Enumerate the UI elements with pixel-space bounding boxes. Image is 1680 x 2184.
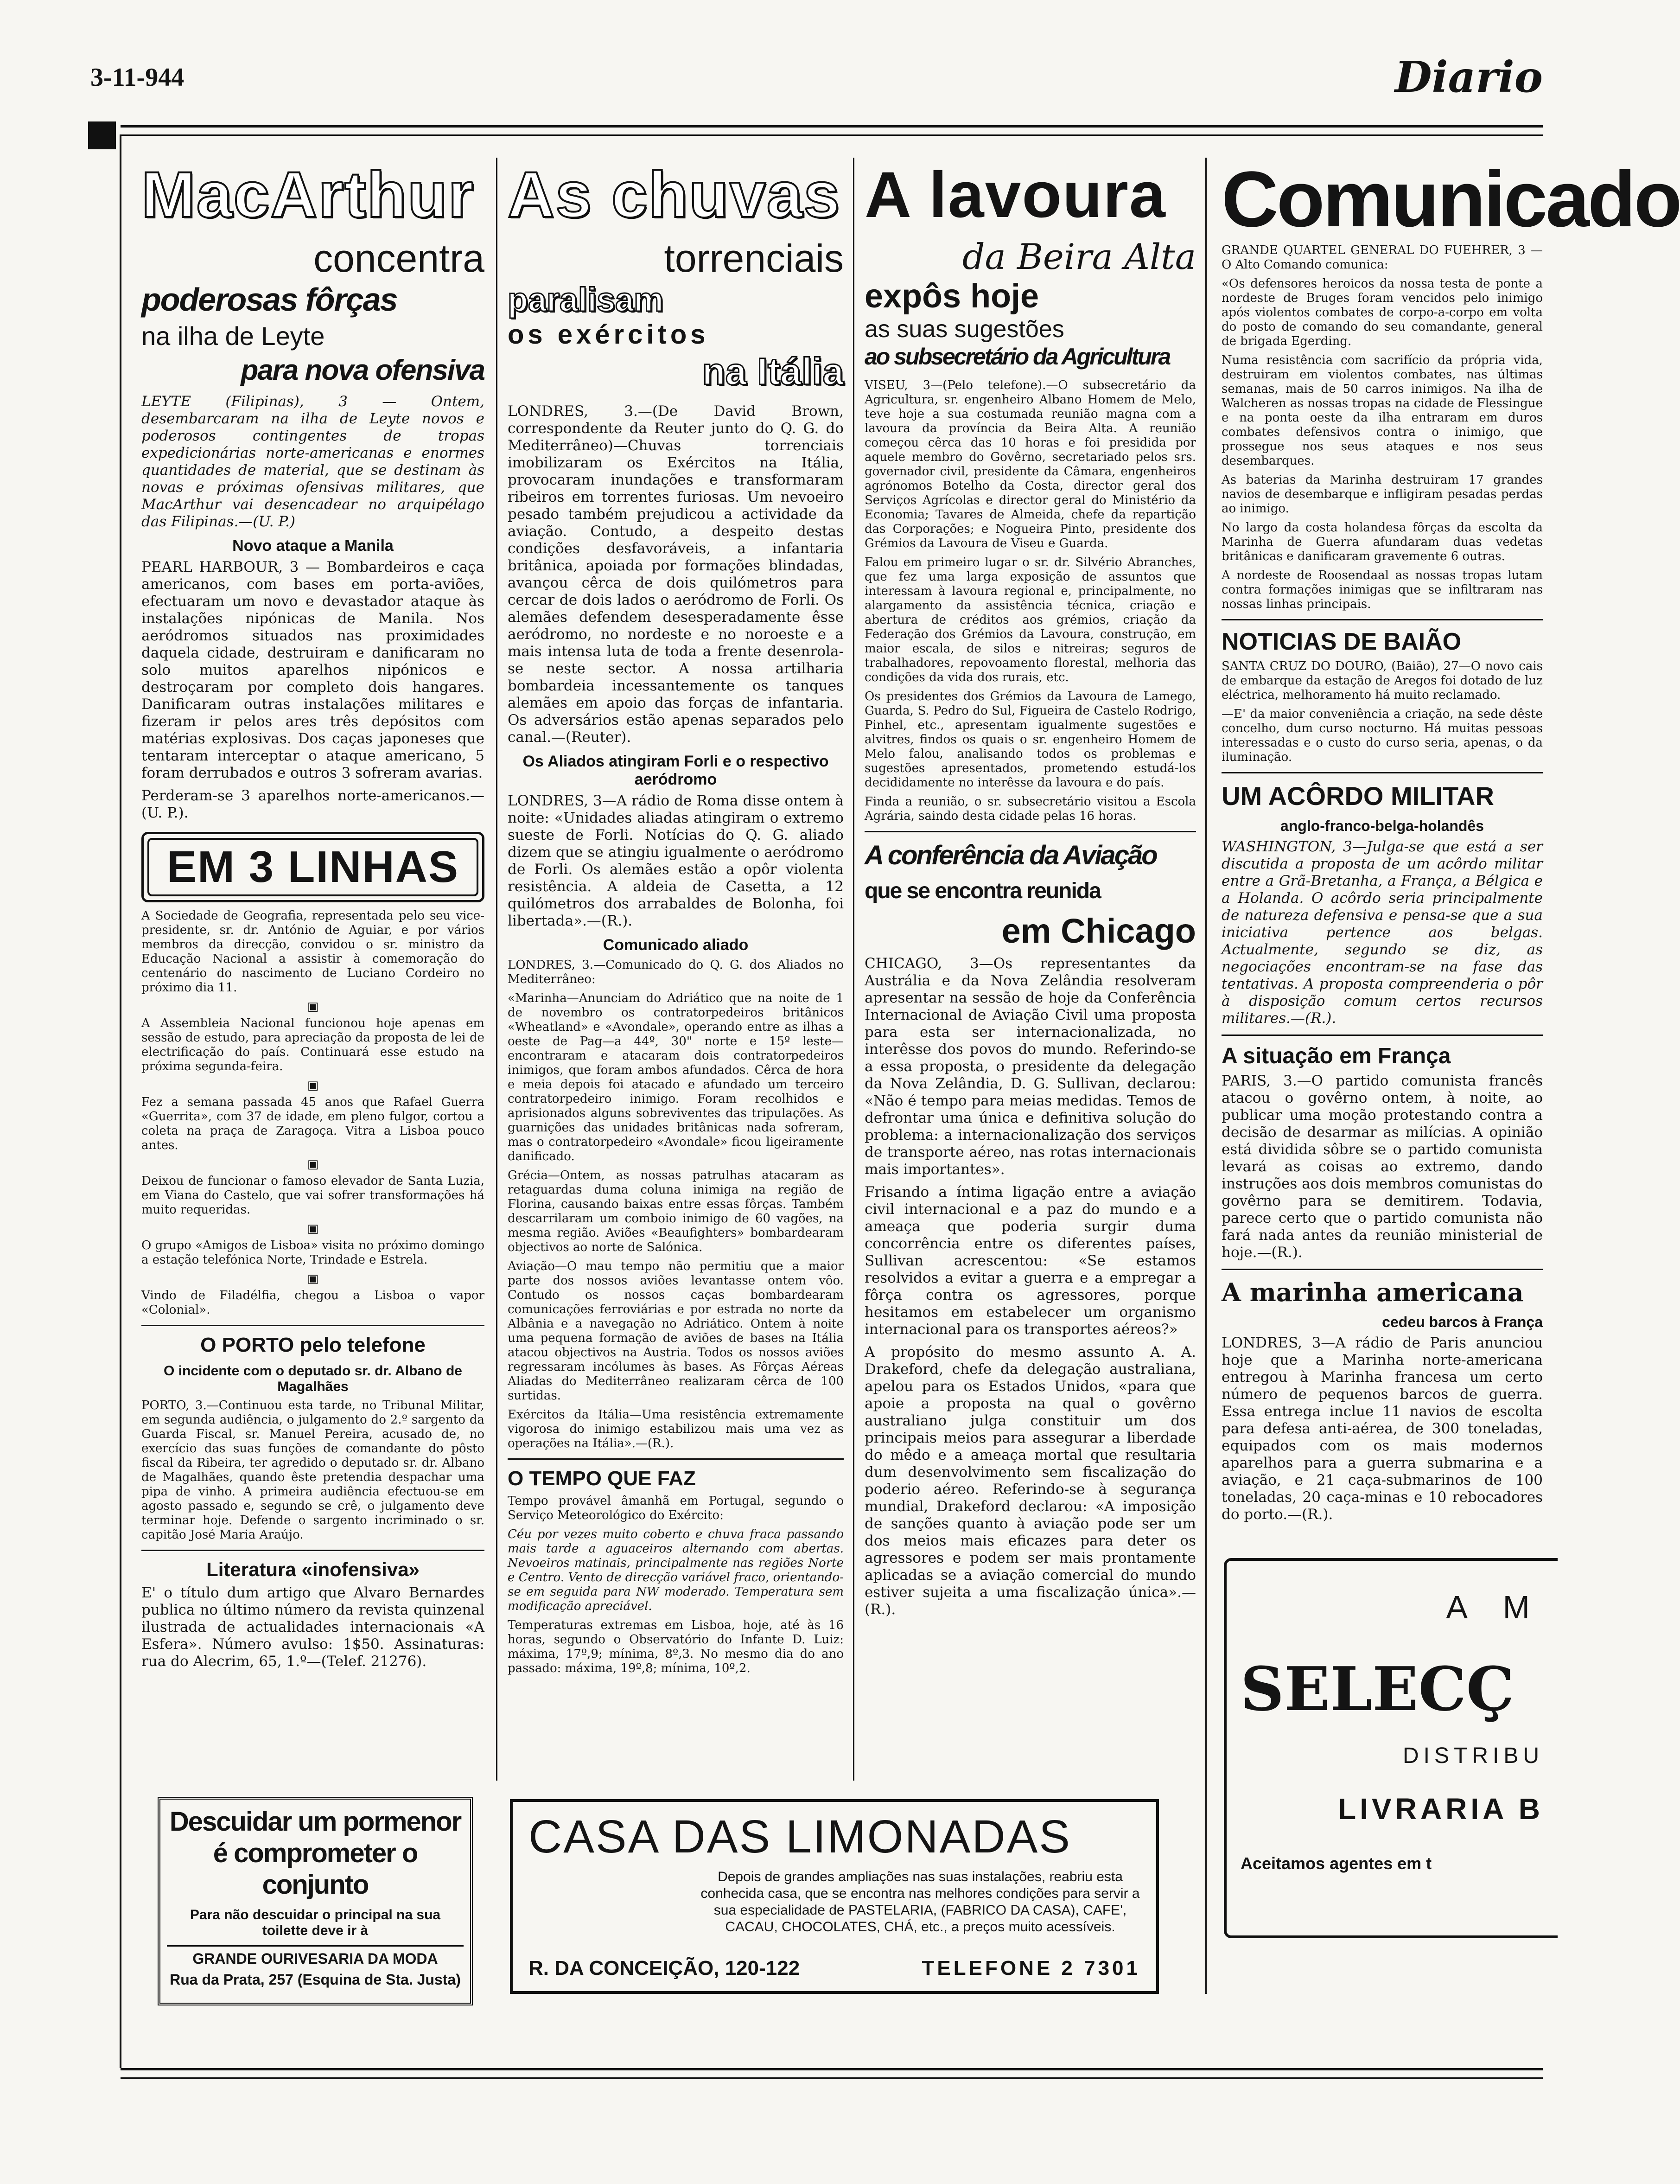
divider (141, 1325, 484, 1326)
section-title: A marinha americana (1222, 1277, 1524, 1307)
section-title: Literatura «inofensiva» (206, 1558, 420, 1580)
ad-text: LIVRARIA B (1338, 1792, 1544, 1826)
article-comunicado (1222, 155, 1680, 1529)
paragraph: Exércitos da Itália—Uma resistência extremamente vigorosa do inimigo estabilizou mais uma vez as operações na Itália».—(R.). (508, 1408, 844, 1450)
separator-icon: ▣ (307, 1000, 319, 1014)
subhead: poderosas fôrças (141, 281, 397, 318)
separator-icon: ▣ (307, 1222, 319, 1236)
separator-icon: ▣ (307, 1157, 319, 1171)
paragraph: Frisando a íntima ligação entre a aviação civil internacional e a paz do mundo e a ameaça que poderia surgir duma concorrência entre os diferentes países, Sullivan acrescentou: «Se estamos resolvidos a evitar a guerra e a empregar a fôrça contra os agressores, porque hesitamos em estabelecer um organismo internacional para os transportes aéreos?» (865, 1184, 1196, 1338)
paragraph: Os presidentes dos Grémios da Lavoura de Lamego, Guarda, S. Pedro do Sul, Figueira de Castelo Rodrigo, Pinhel, etc., apresentam igualmente sugestões e alvitres, findos os quais o sr. engenheiro Homem de Melo falou, analisando todos os problemas e sugestões apresentados, prometendo estudá-los decididamente no interêsse da lavoura e do país. (865, 690, 1196, 790)
ad-phone: TELEFONE 2 7301 (922, 1957, 1140, 1980)
subhead: expôs hoje (865, 278, 1039, 315)
ad-casa-das-limonadas (510, 1799, 1159, 1994)
paragraph: Numa resistência com sacrifício da própria vida, destruiram em violentos combates, nas últimas semanas, mais de 50 carros inimigos. Na ilha de Walcheren as nossas tropas na cidade de Flessingue e na ponta oeste da ilha entraram em duros combates defensivos contra o inimigo, que prossegue nos seus ataques e nos seus desembarques. (1222, 353, 1543, 468)
paragraph: Aviação—O mau tempo não permitiu que a maior parte dos nossos aviões levantasse ontem vôo. Contudo os nossos caças bombardearam comunicações ferroviárias e por estrada no norte da Albânia e a navegação no Adriático. Ontem à noite uma pequena formação de aviões de bases na Itália atacou objectivos na Austria. Todos os nossos aviões regressaram incólumes às bases. As Fôrças Aéreas Aliadas do Mediterrâneo realizaram cêrca de 100 surtidas. (508, 1259, 844, 1403)
section-subtitle: O incidente com o deputado sr. dr. Albano de Magalhães (164, 1363, 462, 1394)
ad-headline: CASA DAS LIMONADAS (528, 1811, 1071, 1863)
paragraph: —E' da maior conveniência a criação, na sede dêste concelho, dum curso nocturno. Há muitas pessoas interessadas e o custo do curso seria, apenas, o da iluminação. (1222, 707, 1543, 764)
paragraph: No largo da costa holandesa fôrças da escolta da Marinha de Guerra afundaram duas vedetas britânicas e danificaram gravemente 6 outras. (1222, 521, 1543, 563)
paragraph: As baterias da Marinha destruiram 17 grandes navios de desembarque e infligiram pesadas perdas ao inimigo. (1222, 473, 1543, 516)
divider (1222, 619, 1543, 620)
headline-lavoura: A lavoura (865, 158, 1166, 231)
ad-address: R. DA CONCEIÇÃO, 120-122 (528, 1957, 800, 1980)
paragraph: Céu por vezes muito coberto e chuva fraca passando mais tarde a aguaceiros alternando com abertas. Nevoeiros matinais, principalmente nas regiões Norte e Centro. Vento de direcção variável fraco, orientando-se em seguida para NW moderado. Temperatura sem modificação apreciável. (508, 1527, 844, 1613)
paragraph: PEARL HARBOUR, 3 — Bombardeiros e caça americanos, com bases em porta-aviões, efectuaram um novo e devastador ataque às instalações nipónicas de Manila. Nos aeródromos situados nas proximidades daquela cidade, destruiram e danificaram no solo muitos aparelhos nipónicos e destroçaram por completo dois hangares. Danificaram outras instalações militares e fizeram ir pelos ares três depósitos com matérias explosivas. Dos caças japoneses que tentaram interceptar o ataque americano, 5 foram derrubados e outros 3 sofreram avarias. (141, 559, 484, 781)
lead-paragraph: GRANDE QUARTEL GENERAL DO FUEHRER, 3 — O Alto Comando comunica: (1222, 243, 1543, 272)
subhead: torrenciais (664, 236, 844, 280)
column-divider (1205, 158, 1207, 1994)
ad-text: Depois de grandes ampliações nas suas instalações, reabriu esta conhecida casa, que se encontra nas melhores condições para servir a sua especialidade de PASTELARIA, (FABRICO DA CASA), CAFE', CACAU, CHOCOLATES, CHÁ, etc., a preços muito acessíveis. (700, 1869, 1140, 1935)
box-title: EM 3 LINHAS (147, 838, 478, 896)
divider (1222, 772, 1543, 773)
ad-headline: é comprometer o conjunto (213, 1838, 418, 1900)
column-divider (853, 158, 854, 1781)
lead-paragraph: VISEU, 3—(Pelo telefone).—O subsecretário da Agricultura, sr. engenheiro Albano Homem de Melo, teve hoje a sua costumada reunião magna com a lavoura da província da Beira Alta. A reunião começou cêrca das 10 horas e foi presidida por aquele membro do Govêrno, secretariado pelos srs. governador civil, presidente da Câmara, engenheiros agrónomos Botelho da Costa, director geral dos Serviços Agrícolas e director geral do Ministério da Economia; Tavares de Almeida, chefe da repartição das Corporações; e Nogueira Pinto, presidente dos Grémios da Lavoura de Viseu e Guarda. (865, 378, 1196, 550)
paragraph: LONDRES, 3.—Comunicado do Q. G. dos Aliados no Mediterrâneo: (508, 958, 844, 986)
corner-ornament (88, 121, 116, 149)
subhead: em Chicago (1001, 912, 1196, 950)
ad-shop-name: GRANDE OURIVESARIA DA MODA (167, 1945, 464, 1967)
subhead: os exércitos (508, 319, 709, 350)
bottom-rule-thin (121, 2077, 1543, 2079)
left-border (120, 134, 121, 2068)
bottom-rule (121, 2068, 1543, 2070)
ad-text: Aceitamos agentes em t (1241, 1854, 1432, 1873)
subhead: ao subsecretário da Agricultura (865, 344, 1170, 370)
ad-text: DISTRIBU (1402, 1743, 1544, 1768)
separator-icon: ▣ (307, 1079, 319, 1092)
paragraph: LONDRES, 3—A rádio de Roma disse ontem à noite: «Unidades aliadas atingiram o extremo sueste de Forli. Notícias do Q. G. aliado dizem que se atingiu igualmente o aeródromo de Forli. Os alemães estão a opôr violenta resistência. A aldeia de Casetta, a 12 quilómetros dos arrabaldes de Bolonha, foi libertada».—(R.). (508, 792, 844, 929)
paragraph: WASHINGTON, 3—Julga-se que está a ser discutida a proposta de um acôrdo militar entre a Grã-Bretanha, a França, a Bélgica e a Holanda. O acôrdo seria principalmente de natureza defensiva e pensa-se que a sua iniciativa pertence aos belgas. Actualmente, segundo se diz, as negociações encontram-se na fase das tentativas. A proposta compreenderia o pôr à disposição comum certos recursos militares.—(R.). (1222, 838, 1543, 1027)
subhead: na ilha de Leyte (141, 321, 325, 351)
subhead: concentra (313, 236, 484, 280)
ad-seleccoes (1224, 1558, 1558, 1938)
separator-icon: ▣ (307, 1272, 319, 1286)
subhead: as suas sugestões (865, 316, 1064, 343)
paragraph: PARIS, 3.—O partido comunista francês atacou o govêrno ontem, à noite, ao publicar uma moção protestando contra a decisão de desarmar as milícias. A opinião está dividida sôbre se o partido comunista levará as coisas ao extremo, dando instruções aos dois membros comunistas do govêrno para se demitirem. Todavia, parece certo que o partido comunista não fará nada antes da reunião ministerial de hoje.—(R.). (1222, 1073, 1543, 1261)
subhead: que se encontra reunida (865, 879, 1101, 903)
section-title: Novo ataque a Manila (232, 537, 394, 555)
paragraph: LONDRES, 3—A rádio de Paris anunciou hoje que a Marinha norte-americana entregou à Marinha francesa um certo número de pequenos barcos de guerra. Essa entrega inclue 11 navios de escolta para defesa anti-aérea, de 300 toneladas, equipados com os mais modernos aparelhos para a guerra submarina e a aviação, e 21 caça-submarinos de 100 toneladas, 20 caça-minas e 10 rebocadores do porto.—(R.). (1222, 1335, 1543, 1523)
section-title: O PORTO pelo telefone (200, 1334, 426, 1356)
brief-note: A Assembleia Nacional funcionou hoje apenas em sessão de estudo, para apreciação da proposta de lei de electrificação do país. Continuará esse estudo na próxima segunda-feira. (141, 1016, 484, 1073)
subhead: da Beira Alta (962, 236, 1196, 277)
headline-comunicado: Comunicado (1222, 155, 1680, 243)
brief-note: O grupo «Amigos de Lisboa» visita no próximo domingo a estação telefónica Norte, Trindade e Estrela. (141, 1239, 484, 1267)
divider (141, 1550, 484, 1551)
brief-note: Deixou de funcionar o famoso elevador de Santa Luzia, em Viana do Castelo, que vai sofrer transformações há muito requeridas. (141, 1174, 484, 1217)
paragraph: Finda a reunião, o sr. subsecretário visitou a Escola Agrária, saindo desta cidade pelas 16 horas. (865, 795, 1196, 823)
section-subtitle: cedeu barcos à França (1382, 1314, 1543, 1330)
paragraph: Falou em primeiro lugar o sr. dr. Silvério Abranches, que fez uma larga exposição de assuntos que interessam à lavoura regional e, principalmente, no alargamento da assistência técnica, criação e abertura de créditos aos grémios, criação da Federação dos Grémios da Lavoura, construção, em maior escala, de silos e nitreiras; seguros de trabalhadores, repovoamento florestal, melhoria das condições da vida dos rurais, etc. (865, 556, 1196, 684)
section-title: NOTICIAS DE BAIÃO (1222, 628, 1462, 655)
paragraph: Tempo provável âmanhã em Portugal, segundo o Serviço Meteorológico do Exército: (508, 1494, 844, 1522)
paragraph: CHICAGO, 3—Os representantes da Austrália e da Nova Zelândia resolveram apresentar na sessão de hoje da Conferência Internacional de Aviação Civil uma proposta para esta ser internacionalizada, no interêsse dos povos do mundo. Referindo-se a essa proposta, o presidente da delegação da Nova Zelândia, D. G. Sullivan, declarou: «Não é tempo para meias medidas. Temos de defrontar uma única e definitiva solução do problema: a internacionalização dos serviços de transporte aéreo, nas rotas internacionais mais importantes». (865, 955, 1196, 1178)
article-chuvas (508, 160, 844, 1680)
brief-note: Vindo de Filadélfia, chegou a Lisboa o vapor «Colonial». (141, 1289, 484, 1317)
top-rule (121, 125, 1543, 128)
column-divider (496, 158, 497, 1781)
paragraph: A propósito do mesmo assunto A. A. Drakeford, chefe da delegação australiana, apelou para os Estados Unidos, «para que apoie a proposta na qual o govêrno australiano julga constituir um dos principais meios para assegurar a liberdade do mêdo e a ameaça mortal que resultaria dum desenvolvimento sem fiscalização do poderio aéreo. Referindo-se à segurança mundial, Drakeford declarou: «A imposição de sanções quanto à aviação pode ser um dos meios mais eficazes para deter os agressores e podem ser mais prontamente aplicadas se a aviação comercial do mundo estiver sujeita a uma fiscalização única».—(R.). (865, 1344, 1196, 1618)
ad-text: A M (1446, 1589, 1544, 1625)
article-lavoura (865, 160, 1196, 1624)
subhead: A conferência da Aviação (865, 840, 1157, 870)
subhead: paralisam (508, 281, 664, 319)
paragraph: Perderam-se 3 aparelhos norte-americanos.—(U. P.). (141, 787, 484, 821)
lead-paragraph: LONDRES, 3.—(De David Brown, correspondente da Reuter junto do Q. G. do Mediterrâneo)—Chuvas torrenciais imobilizaram os Exércitos na Itália, provocaram inundações e transformaram ribeiros em torrentes furiosas. Um nevoeiro pesado também prejudicou a actividade da aviação. Contudo, a despeito destas condições desfavoráveis, a infantaria britânica, apoiada por formações blindadas, avançou cêrca de dois quilómetros para cercar de dois lados o aeródromo de Forli. Os alemães defendem desesperadamente êsse aeródromo, no nordeste e no noroeste e a mais intensa luta de toda a frente desenrola-se neste sector. A nossa artilharia bombardeia incessantemente os tanques alemães em apoio das forças de infantaria. Os adversários estão apenas separados pelo canal.—(Reuter). (508, 403, 844, 746)
em-3-linhas-box (141, 832, 484, 902)
issue-date: 3-11-944 (90, 63, 185, 92)
masthead: Diario (1394, 52, 1543, 102)
paragraph: Grécia—Ontem, as nossas patrulhas atacaram as retaguardas duma coluna inimiga na região de Florina, causando baixas entre essas fôrças. Também descarrilaram um comboio inimigo de 60 vagões, na mesma região. Aviões «Beaufighters» bombardearam objectivos ao norte de Salónica. (508, 1169, 844, 1254)
paragraph: PORTO, 3.—Continuou esta tarde, no Tribunal Militar, em segunda audiência, o julgamento do 2.º sargento da Guarda Fiscal, sr. Manuel Pereira, acusado de, no exercício das suas funções de comandante do pôsto fiscal da Ribeira, ter agredido o deputado sr. dr. Albano de Magalhães, quando êste pretendia despachar uma pipa de vinho. A primeira audiência efectuou-se em agosto passado e, segundo se crê, o julgamento deve terminar hoje. Defende o sargento incriminado o sr. capitão José Maria Araújo. (141, 1399, 484, 1542)
section-subtitle: anglo-franco-belga-holandês (1280, 817, 1484, 834)
paragraph: Temperaturas extremas em Lisboa, hoje, até às 16 horas, segundo o Observatório do Infante D. Luiz: máxima, 17º,9; mínima, 8º,3. No mesmo dia do ano passado: máxima, 19º,8; mínima, 10º,2. (508, 1618, 844, 1675)
ad-ourivesaria (158, 1797, 473, 2005)
section-title: Os Aliados atingiram Forli e o respectivo aeródromo (522, 753, 829, 788)
subhead: para nova ofensiva (241, 354, 484, 386)
section-title: UM ACÔRDO MILITAR (1222, 781, 1494, 811)
article-macarthur (141, 160, 484, 1676)
brief-note: A Sociedade de Geografia, representada pelo seu vice-presidente, sr. dr. António de Aguiar, e por vários membros da direcção, convidou o sr. ministro da Educação Nacional a assistir à comemoração do centenário do nascimento de Luciano Cordeiro no próximo dia 11. (141, 909, 484, 995)
lead-paragraph: LEYTE (Filipinas), 3 — Ontem, desembarcaram na ilha de Leyte novos e poderosos contingentes de tropas expedicionárias norte-americanas e enormes quantidades de material, que se destinam às novas e próximas ofensivas militares, que MacArthur vai desencadear no arquipélago das Filipinas.—(U. P.) (141, 393, 484, 530)
ad-text: Para não descuidar o principal na sua toilette deve ir à (190, 1907, 441, 1938)
headline-macarthur: MacArthur (141, 158, 475, 231)
top-rule-thin (121, 134, 1543, 136)
paragraph: A nordeste de Roosendaal as nossas tropas lutam contra formações inimigas que se infiltraram nas nossas linhas principais. (1222, 568, 1543, 611)
brief-note: Fez a semana passada 45 anos que Rafael Guerra «Guerrita», com 37 de idade, em pleno fulgor, cortou a coleta na praça de Zaragoça. Vitra a Lisboa pouco antes. (141, 1095, 484, 1152)
divider (865, 831, 1196, 832)
section-title: A situação em França (1222, 1044, 1451, 1068)
ad-headline: Descuidar um pormenor (169, 1807, 461, 1837)
subhead: na Itália (702, 351, 844, 393)
paragraph: «Marinha—Anunciam do Adriático que na noite de 1 de novembro os contratorpedeiros britânicos «Wheatland» e «Avondale», operando entre as ilhas a oeste de Pag—a 44º, 30" norte e 15º leste—encontraram e atacaram dois contratorpedeiros inimigos, que foram ambos afundados. Cêrca de hora e meia depois foi atacado e afundado um terceiro contratorpedeiro inimigo. Foram recolhidos e aprisionados alguns sobreviventes das tripulações. As guarnições das unidades britânicas nada sofreram, mas o contratorpedeiro «Avondale» ficou ligeiramente danificado. (508, 991, 844, 1163)
divider (1222, 1035, 1543, 1036)
paragraph: «Os defensores heroicos da nossa testa de ponte a nordeste de Bruges foram vencidos pelo inimigo após violentos combates de corpo-a-corpo em volta do posto de comando do seu comandante, general de brigada Egerding. (1222, 277, 1543, 348)
headline-chuvas: As chuvas (508, 158, 841, 231)
divider (1222, 1269, 1543, 1270)
section-title: O TEMPO QUE FAZ (508, 1467, 696, 1490)
divider (508, 1458, 844, 1460)
paragraph: SANTA CRUZ DO DOURO, (Baião), 27—O novo cais de embarque da estação de Aregos foi dotado de luz eléctrica, melhoramento há muito reclamado. (1222, 659, 1543, 702)
ad-address: Rua da Prata, 257 (Esquina de Sta. Justa) (170, 1971, 461, 1988)
ad-headline: SELECÇ (1241, 1654, 1515, 1724)
section-title: Comunicado aliado (603, 936, 749, 954)
paragraph: E' o título dum artigo que Alvaro Bernardes publica no último número da revista quinzenal ilustrada de actualidades internacionais «A Esfera». Número avulso: 1$50. Assinaturas: rua do Alecrim, 65, 1.º—(Telef. 21276). (141, 1584, 484, 1670)
